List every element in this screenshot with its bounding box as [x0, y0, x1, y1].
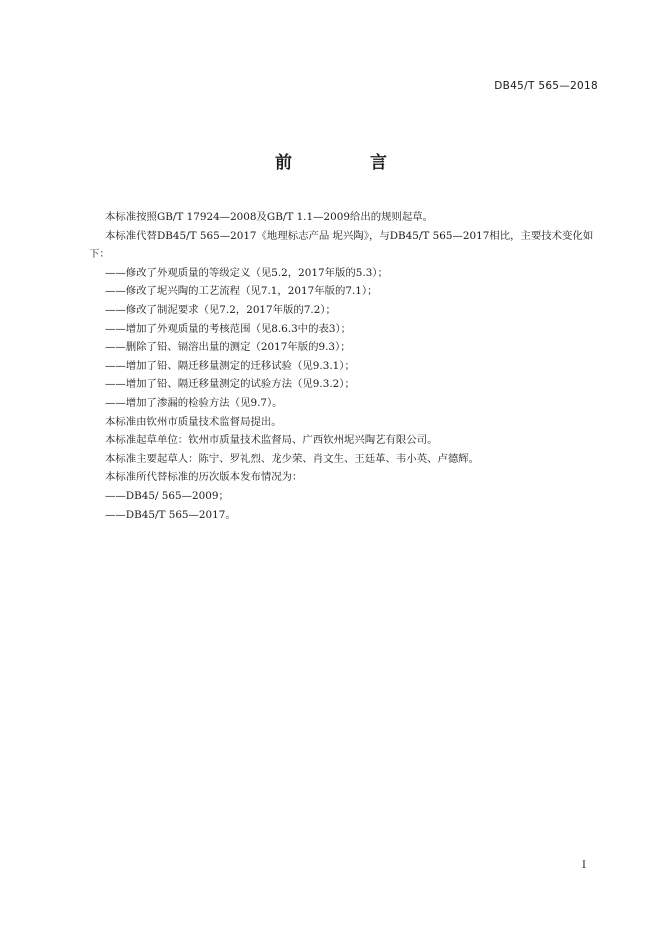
paragraph-drafters: 本标准主要起草人：陈宁、罗礼烈、龙少荣、肖文生、王廷革、韦小英、卢德辉。: [105, 452, 480, 465]
list-item: ——修改了坭兴陶的工艺流程（见7.1，2017年版的7.1）；: [105, 285, 378, 298]
paragraph-history: 本标准所代替标准的历次版本发布情况为：: [105, 471, 303, 484]
list-item: ——增加了渗漏的检验方法（见9.7）。: [105, 396, 283, 409]
list-item: ——修改了制泥要求（见7.2，2017年版的7.2）；: [105, 303, 336, 316]
foreword-body: [89, 208, 601, 524]
list-item: ——增加了铅、隔迁移量测定的迁移试验（见9.3.1）；: [105, 359, 355, 372]
list-item: ——增加了外观质量的考核范围（见8.6.3中的表3）；: [105, 322, 352, 335]
paragraph-drafting-units: 本标准起草单位：钦州市质量技术监督局、广西钦州坭兴陶艺有限公司。: [105, 434, 438, 447]
list-item: ——删除了铅、镉溶出量的测定（2017年版的9.3）；: [105, 341, 351, 354]
list-item: ——增加了铅、隔迁移量测定的试验方法（见9.3.2）；: [105, 378, 355, 391]
paragraph-proposer: 本标准由钦州市质量技术监督局提出。: [105, 415, 282, 428]
list-item: ——修改了外观质量的等级定义（见5.2，2017年版的5.3）；: [105, 266, 388, 279]
list-item: ——DB45/ 565—2009；: [105, 489, 229, 502]
standard-code: DB45/T 565—2018: [494, 80, 598, 92]
page-title: 前 言: [275, 153, 423, 173]
page-number: I: [582, 860, 586, 871]
list-item: ——DB45/T 565—2017。: [105, 508, 236, 521]
paragraph-replacement: 本标准代替DB45/T 565—2017《地理标志产品 坭兴陶》，与DB45/T 565—2017相比，主要技术变化如下：: [89, 229, 594, 261]
paragraph-drafting-rules: 本标准按照GB/T 17924—2008及GB/T 1.1—2009给出的规则起草。: [105, 211, 434, 223]
